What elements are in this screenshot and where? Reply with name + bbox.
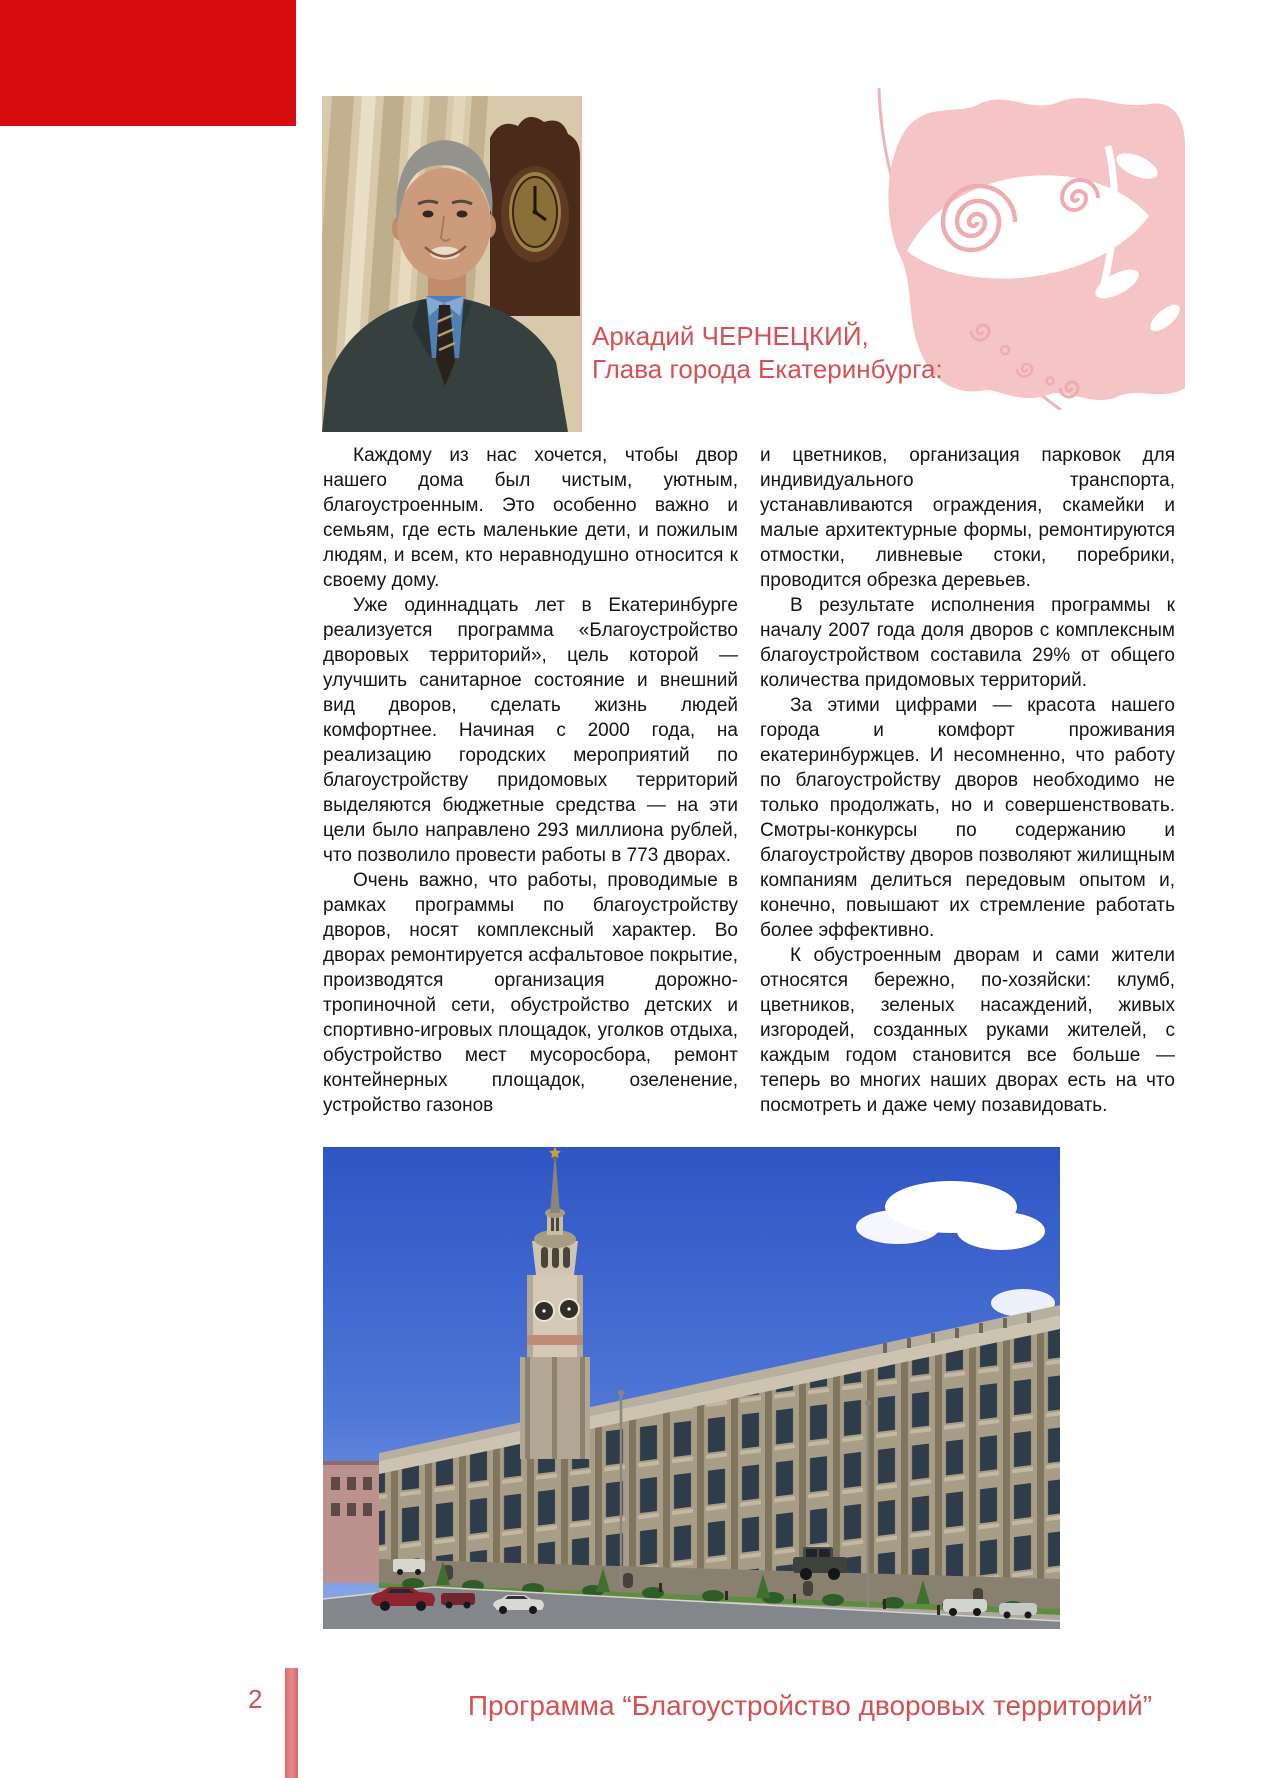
paragraph: К обустроенным дворам и сами жители относятся бережно, по-хозяйски: клумб, цветников, зеленых насаждений, живых изгородей, созданных руками жителей, с каждым годом становится все больше — теперь во многих наших дворах есть на что посмотреть и даже чему позавидовать. (760, 945, 1175, 1116)
page-number: 2 (248, 1684, 263, 1714)
city-hall-photo (323, 1147, 1060, 1629)
article-left-column (323, 443, 738, 1118)
byline-title: Глава города Екатеринбурга: (592, 354, 943, 384)
city-hall-illustration (323, 1147, 1060, 1629)
portrait-photo (322, 96, 582, 432)
portrait-illustration (322, 96, 580, 432)
byline-name: Аркадий ЧЕРНЕЦКИЙ, (592, 321, 869, 351)
grandfather-clock (490, 117, 580, 316)
paragraph: За этими цифрами — красота нашего города и комфорт проживания екатеринбуржцев. И несомненно, что работу по благоустройству дворов необходимо не только продолжать, но и совершенствовать. Смотры-конкурсы по содержанию и благоустройству дворов позволяют жилищным компаниям делиться передовым опытом и, конечно, повышают их стремление работать более эффективно. (760, 695, 1175, 941)
paragraph: Каждому из нас хочется, чтобы двор нашего дома был чистым, уютным, благоустроенным. Это особенно важно и семьям, где есть маленькие дети, и пожилым людям, и всем, кто неравнодушно относится к своему дому. (323, 445, 738, 591)
paragraph: и цветников, организация парковок для индивидуального транспорта, устанавливаются ограждения, скамейки и малые архитектурные формы, ремонтируются отмостки, ливневые стоки, поребрики, проводится обрезка деревьев. (760, 445, 1175, 591)
red-corner-block (0, 0, 296, 126)
byline (592, 320, 943, 386)
footer-title: Программа “Благоустройство дворовых территорий” (467, 1690, 1153, 1721)
paragraph: Очень важно, что работы, проводимые в рамках программы по благоустройству дворов, носят комплексный характер. Во дворах ремонтируется асфальтовое покрытие, производятся организация дорожно-тропиночной сети, обустройство детских и спортивно-игровых площадок, уголков отдыха, обустройство мест мусоросбора, ремонт контейнерных площадок, озеленение, устройство газонов (323, 870, 738, 1116)
footer-accent-bar (285, 1668, 298, 1778)
article-right-column (760, 443, 1175, 1118)
paragraph: В результате исполнения программы к началу 2007 года доля дворов с комплексным благоустройством составила 29% от общего количества придомовых территорий. (760, 595, 1175, 691)
paragraph: Уже одиннадцать лет в Екатеринбурге реализуется программа «Благоустройство дворовых территорий», цель которой — улучшить санитарное состояние и внешний вид дворов, сделать жизнь людей комфортнее. Начиная с 2000 года, на реализацию городских мероприятий по благоустройству придомовых территорий выделяются бюджетные средства — на эти цели было направлено 293 миллиона рублей, что позволило провести работы в 773 дворах. (323, 595, 738, 866)
